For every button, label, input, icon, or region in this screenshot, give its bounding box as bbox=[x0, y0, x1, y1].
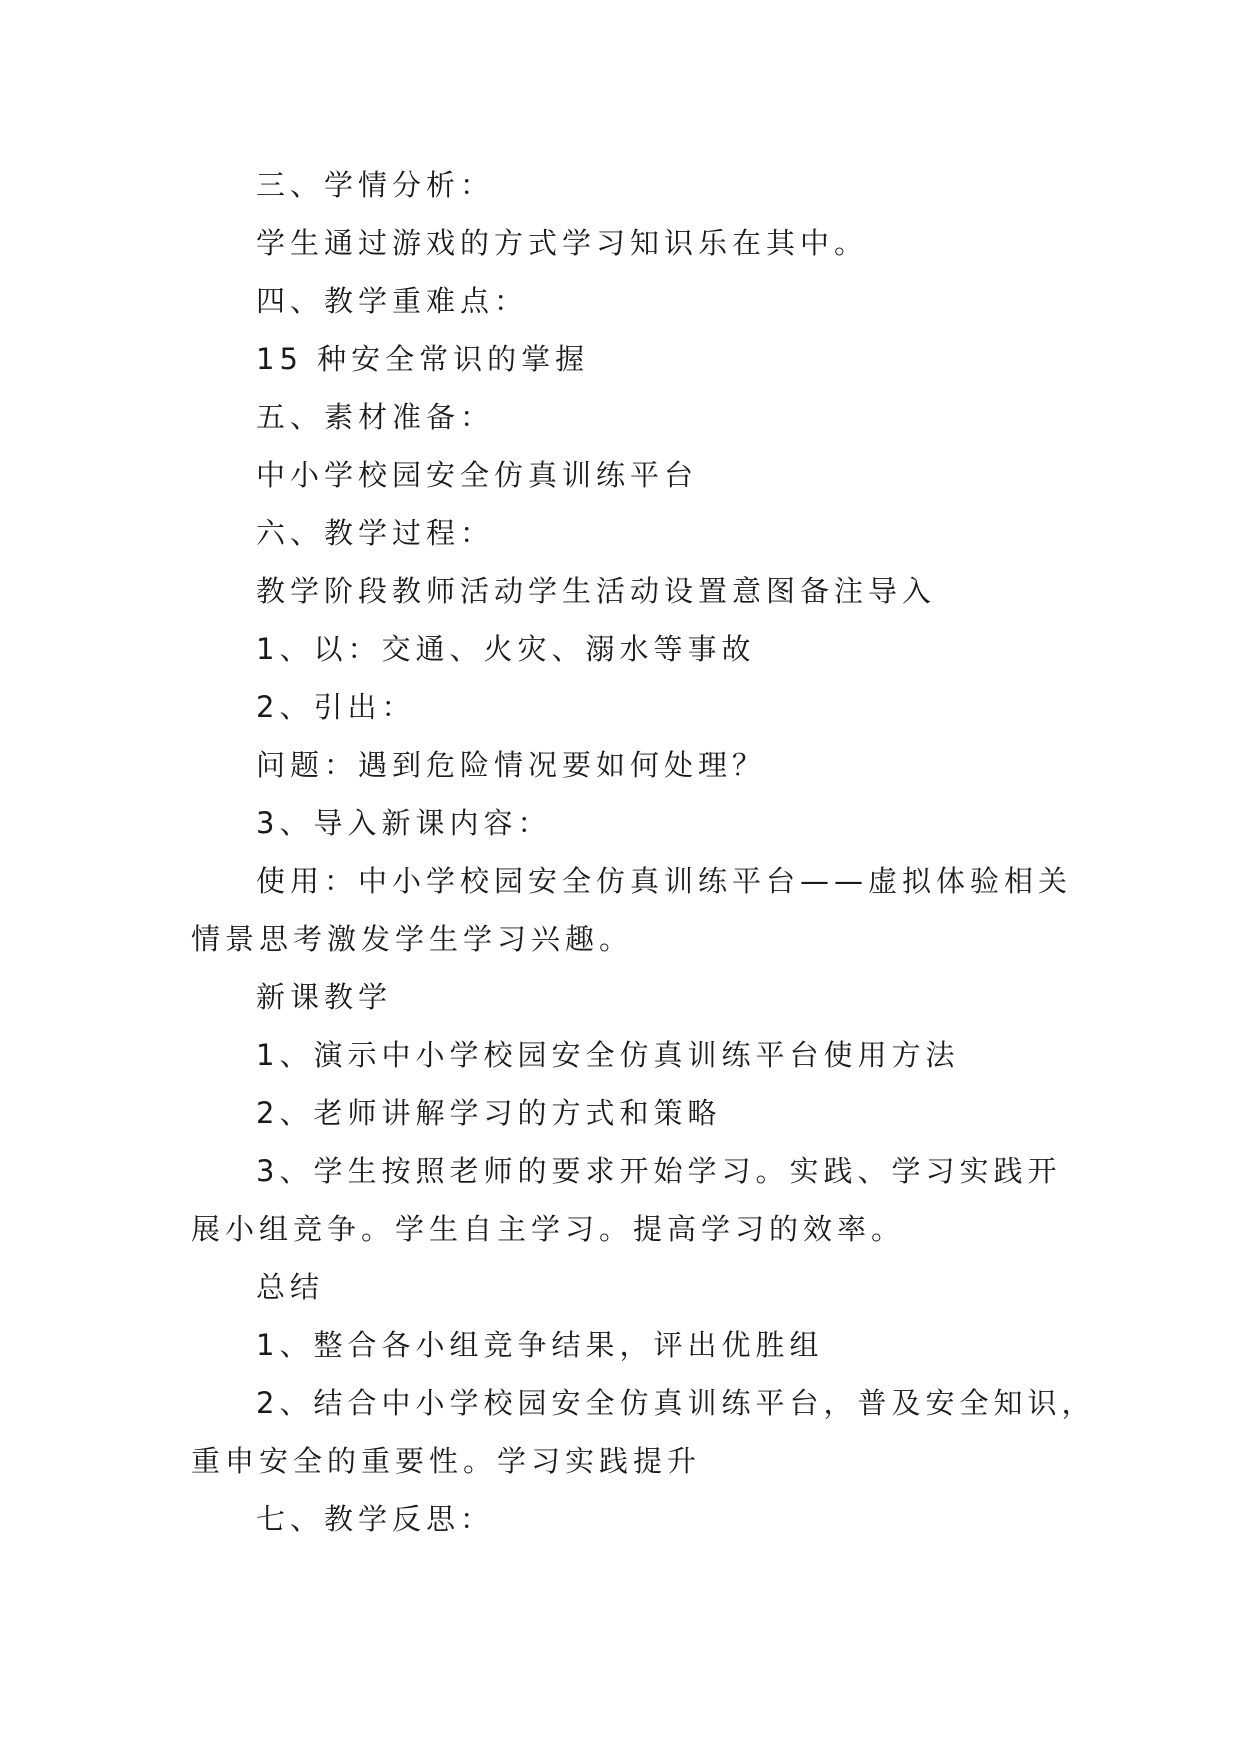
paragraph-line: 使用：中小学校园安全仿真训练平台——虚拟体验相关 bbox=[256, 864, 1073, 898]
paragraph-line: 中小学校园安全仿真训练平台 bbox=[256, 458, 699, 492]
section-heading-materials: 五、素材准备： bbox=[256, 400, 495, 434]
paragraph-line: 学生通过游戏的方式学习知识乐在其中。 bbox=[256, 226, 869, 260]
list-item: 3、学生按照老师的要求开始学习。实践、学习实践开 bbox=[256, 1154, 1062, 1188]
paragraph-line: 教学阶段教师活动学生活动设置意图备注导入 bbox=[256, 574, 937, 608]
paragraph-line-continued: 展小组竞争。学生自主学习。提高学习的效率。 bbox=[191, 1212, 906, 1246]
section-heading-key-points: 四、教学重难点： bbox=[256, 284, 529, 318]
subheading-summary: 总结 bbox=[256, 1270, 325, 1304]
section-heading-teaching-process: 六、教学过程： bbox=[256, 516, 495, 550]
section-heading-reflection: 七、教学反思： bbox=[256, 1502, 495, 1536]
list-item: 1、整合各小组竞争结果，评出优胜组 bbox=[256, 1328, 824, 1362]
list-item: 1、以：交通、火灾、溺水等事故 bbox=[256, 632, 756, 666]
list-item: 2、引出： bbox=[256, 690, 416, 724]
subheading-new-lesson: 新课教学 bbox=[256, 980, 393, 1014]
paragraph-line-continued: 重申安全的重要性。学习实践提升 bbox=[191, 1444, 702, 1478]
document-body bbox=[191, 156, 1096, 1548]
list-item: 2、老师讲解学习的方式和策略 bbox=[256, 1096, 722, 1130]
section-heading-student-analysis: 三、学情分析： bbox=[256, 168, 495, 202]
paragraph-line: 问题：遇到危险情况要如何处理？ bbox=[256, 748, 767, 782]
list-item: 3、导入新课内容： bbox=[256, 806, 552, 840]
list-item: 1、演示中小学校园安全仿真训练平台使用方法 bbox=[256, 1038, 960, 1072]
paragraph-line: 15 种安全常识的掌握 bbox=[256, 342, 590, 376]
list-item: 2、结合中小学校园安全仿真训练平台，普及安全知识， bbox=[256, 1386, 1096, 1420]
paragraph-line-continued: 情景思考激发学生学习兴趣。 bbox=[191, 922, 634, 956]
